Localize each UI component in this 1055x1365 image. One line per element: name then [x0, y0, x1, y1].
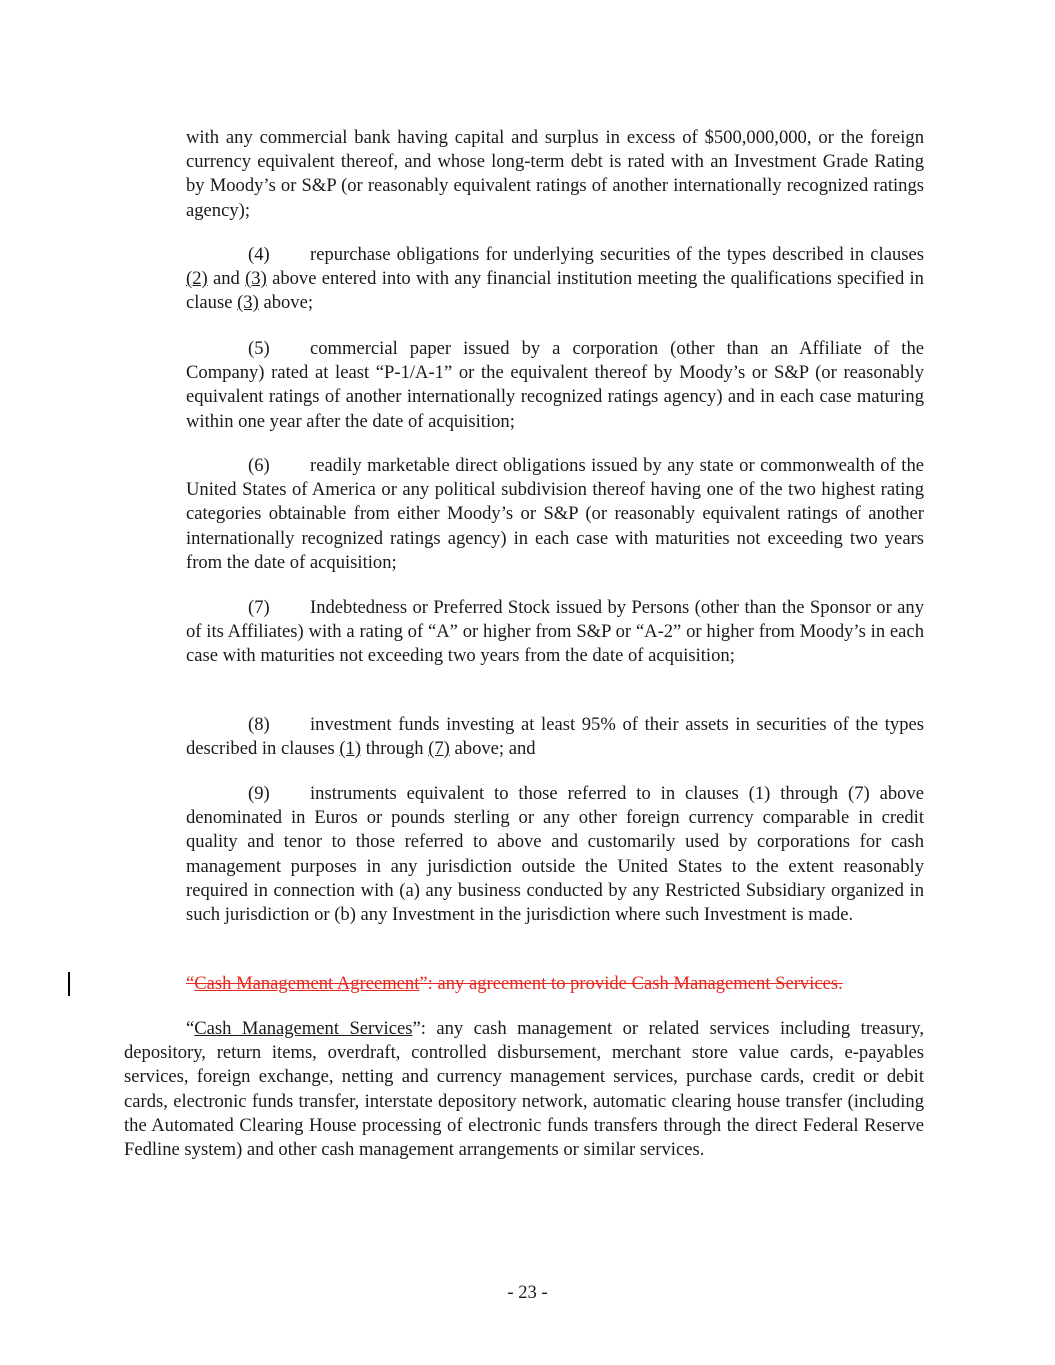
clause-3-continuation [186, 126, 924, 223]
clause-8-number: (8) [248, 714, 270, 735]
open-quote: “ [186, 1018, 195, 1039]
defined-term-cash-management-services: Cash Management Services [194, 1018, 413, 1039]
clause-6-number: (6) [248, 455, 270, 476]
clause-7-number: (7) [248, 597, 270, 618]
revision-change-bar [68, 972, 70, 996]
clause-4-text: above entered into with any financial institution meeting the qualifications specified in clause [186, 268, 924, 314]
clause-9-text: instruments equivalent to those referred to in clauses (1) through (7) above denominated in Euros or pounds sterling or any other foreign currency comparable in credit quality and tenor to those referred to above and customarily used by corporations for cash management purposes in any jurisdiction outside the United States to the extent reasonably required in connection with (a) any business conducted by any Restricted Subsidiary organized in such jurisdiction or (b) any Investment in the jurisdiction where such Investment is made. [186, 783, 924, 926]
clause-7-text: Indebtedness or Preferred Stock issued by Persons (other than the Sponsor or any of its Affiliates) with a rating of “A” or higher from S&P or “A-2” or higher from Moody’s in each case with maturities not exceeding two years from the date of acquisition; [186, 597, 924, 667]
clause-5-number: (5) [248, 338, 270, 359]
clause-9 [186, 782, 924, 927]
clause-9-number: (9) [248, 783, 270, 804]
clause-4-text: repurchase obligations for underlying securities of the types described in clauses [310, 244, 924, 265]
clause-4 [186, 243, 924, 316]
clause-5 [186, 337, 924, 434]
clause-8 [186, 713, 924, 761]
clause-6-text: readily marketable direct obligations issued by any state or commonwealth of the United States of America or any political subdivision thereof having one of the two highest rating categories obtainable from either Moody’s or S&P (or reasonably equivalent ratings of another internationally recognized ratings agency) in each case with maturities not exceeding two years from the date of acquisition; [186, 455, 924, 573]
clause-7 [186, 596, 924, 669]
deleted-definition-cash-management-agreement [186, 972, 924, 996]
clause-8-text: investment funds investing at least 95% of their assets in securities of the types described in clauses [186, 714, 924, 760]
clause-3-text: with any commercial bank having capital and surplus in excess of $500,000,000, or the foreign currency equivalent thereof, and whose long-term debt is rated with an Investment Grade Rating by Moody’s or S&P (or reasonably equivalent ratings of another internationally recognized ratings agency); [186, 127, 924, 221]
clause-ref-1[interactable]: (1) [339, 738, 362, 760]
clause-6 [186, 454, 924, 575]
clause-ref-3[interactable]: (3) [237, 292, 259, 314]
clause-8-text: through [361, 738, 429, 760]
definition-text: ”: any cash management or related services including treasury, depository, return items, overdraft, controlled disbursement, merchant store value cards, e-payables services, foreign exchange, netting and currency management services, purchase cards, credit or debit cards, electronic funds transfer, interstate depository network, automatic clearing house transfer (including the Automated Clearing House processing of electronic funds transfers through the direct Federal Reserve Fedline system) and other cash management arrangements or similar services. [124, 1018, 925, 1161]
clause-4-text: and [207, 268, 246, 290]
open-quote: “ [186, 973, 195, 994]
clause-ref-7[interactable]: (7) [428, 738, 450, 760]
page-number: - 23 - [507, 1282, 548, 1303]
definition-cash-management-services [124, 1017, 924, 1162]
clause-5-text: commercial paper issued by a corporation (other than an Affiliate of the Company) rated at least “P-1/A-1” or the equivalent thereof by Moody’s or S&P (or reasonably equivalent ratings of another internationally recognized ratings agency) and in each case maturing within one year after the date of acquisition; [186, 338, 924, 432]
defined-term-cash-management-agreement: Cash Management Agreement [194, 973, 420, 994]
clause-ref-3[interactable]: (3) [245, 268, 267, 290]
clause-8-text: above; and [449, 738, 536, 760]
deleted-definition-text: ”: any agreement to provide Cash Management Services. [419, 973, 843, 994]
clause-ref-2[interactable]: (2) [186, 268, 208, 290]
clause-4-number: (4) [248, 244, 270, 265]
clause-4-text: above; [258, 292, 314, 314]
